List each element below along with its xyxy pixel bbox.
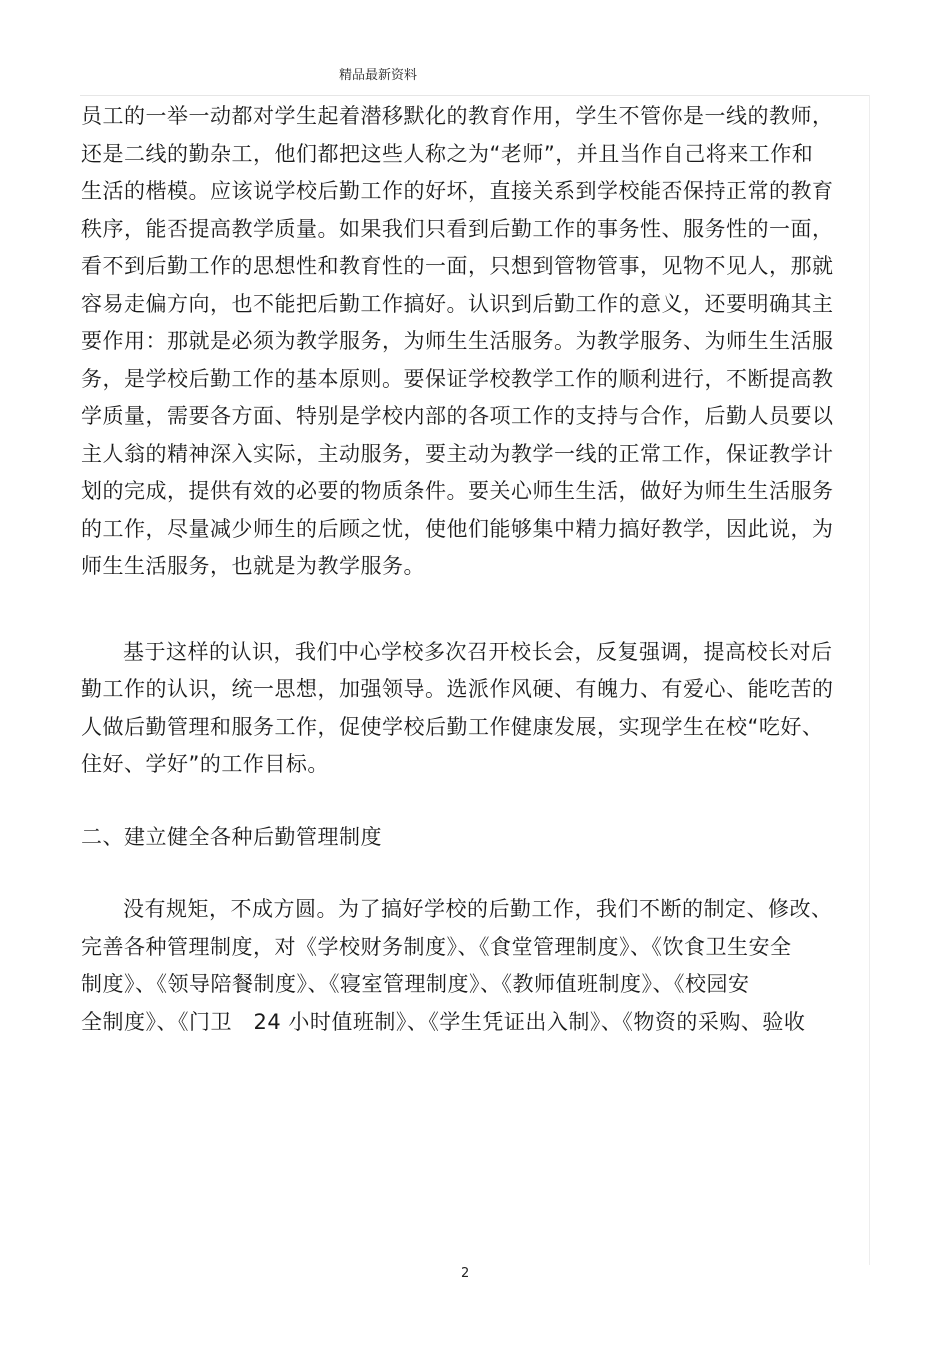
- paragraph-3: [81, 891, 841, 1041]
- text-line: 全制度》、《门卫 24 小时值班制》、《学生凭证出入制》、《物资的采购、验收: [81, 1009, 806, 1034]
- section-heading: [81, 819, 841, 857]
- text-line: 师生生活服务，也就是为教学服务。: [81, 554, 425, 578]
- text-line: 基于这样的认识，我们中心学校多次召开校长会，反复强调，提高校长对后: [123, 639, 833, 664]
- text-line: 秩序，能否提高教学质量。如果我们只看到后勤工作的事务性、服务性的一面，: [81, 216, 834, 241]
- text-line: 还是二线的勤杂工，他们都把这些人称之为“老师”，并且当作自己将来工作和: [81, 141, 814, 166]
- page-number: 2: [461, 1266, 470, 1281]
- text-line: 勤工作的认识，统一思想，加强领导。选派作风硬、有魄力、有爱心、能吃苦的: [81, 677, 834, 701]
- text-line: 员工的一举一动都对学生起着潜移默化的教育作用，学生不管你是一线的教师，: [81, 104, 834, 128]
- text-line: 主人翁的精神深入实际，主动服务，要主动为教学一线的正常工作，保证教学计: [81, 441, 834, 466]
- paragraph-gap: [81, 856, 841, 891]
- text-line: 要作用：那就是必须为教学服务，为师生生活服务。为教学服务、为师生生活服: [81, 329, 834, 353]
- text-line: 住好、学好”的工作目标。: [81, 752, 329, 776]
- text-line: 看不到后勤工作的思想性和教育性的一面，只想到管物管事，见物不见人，那就: [81, 254, 834, 278]
- section-heading-text: 二、建立健全各种后勤管理制度: [81, 824, 382, 849]
- text-line: 容易走偏方向，也不能把后勤工作搞好。认识到后勤工作的意义，还要明确其主: [81, 291, 834, 316]
- header-rule: [80, 95, 870, 96]
- document-body: [81, 98, 841, 1041]
- text-line: 务，是学校后勤工作的基本原则。要保证学校教学工作的顺利进行，不断提高教: [81, 366, 834, 391]
- paragraph-gap: [81, 784, 841, 819]
- text-line: 生活的楷模。应该说学校后勤工作的好坏，直接关系到学校能否保持正常的教育: [81, 179, 834, 203]
- text-line: 的工作，尽量减少师生的后顾之忧，使他们能够集中精力搞好教学，因此说，为: [81, 516, 834, 541]
- paragraph-2: [81, 634, 841, 784]
- text-line: 完善各种管理制度，对《学校财务制度》、《食堂管理制度》、《饮食卫生安全: [81, 934, 792, 959]
- paragraph-1: [81, 98, 841, 586]
- text-line: 人做后勤管理和服务工作，促使学校后勤工作健康发展，实现学生在校“吃好、: [81, 714, 824, 739]
- paragraph-gap: [81, 586, 841, 634]
- text-line: 划的完成，提供有效的必要的物质条件。要关心师生生活，做好为师生生活服务: [81, 479, 834, 503]
- page-header: 精品最新资料: [339, 68, 418, 83]
- text-line: 学质量，需要各方面、特别是学校内部的各项工作的支持与合作，后勤人员要以: [81, 404, 834, 428]
- text-line: 制度》、《领导陪餐制度》、《寝室管理制度》、《教师值班制度》、《校园安: [81, 972, 750, 996]
- side-rule: [869, 95, 870, 1265]
- text-line: 没有规矩，不成方圆。为了搞好学校的后勤工作，我们不断的制定、修改、: [123, 897, 833, 921]
